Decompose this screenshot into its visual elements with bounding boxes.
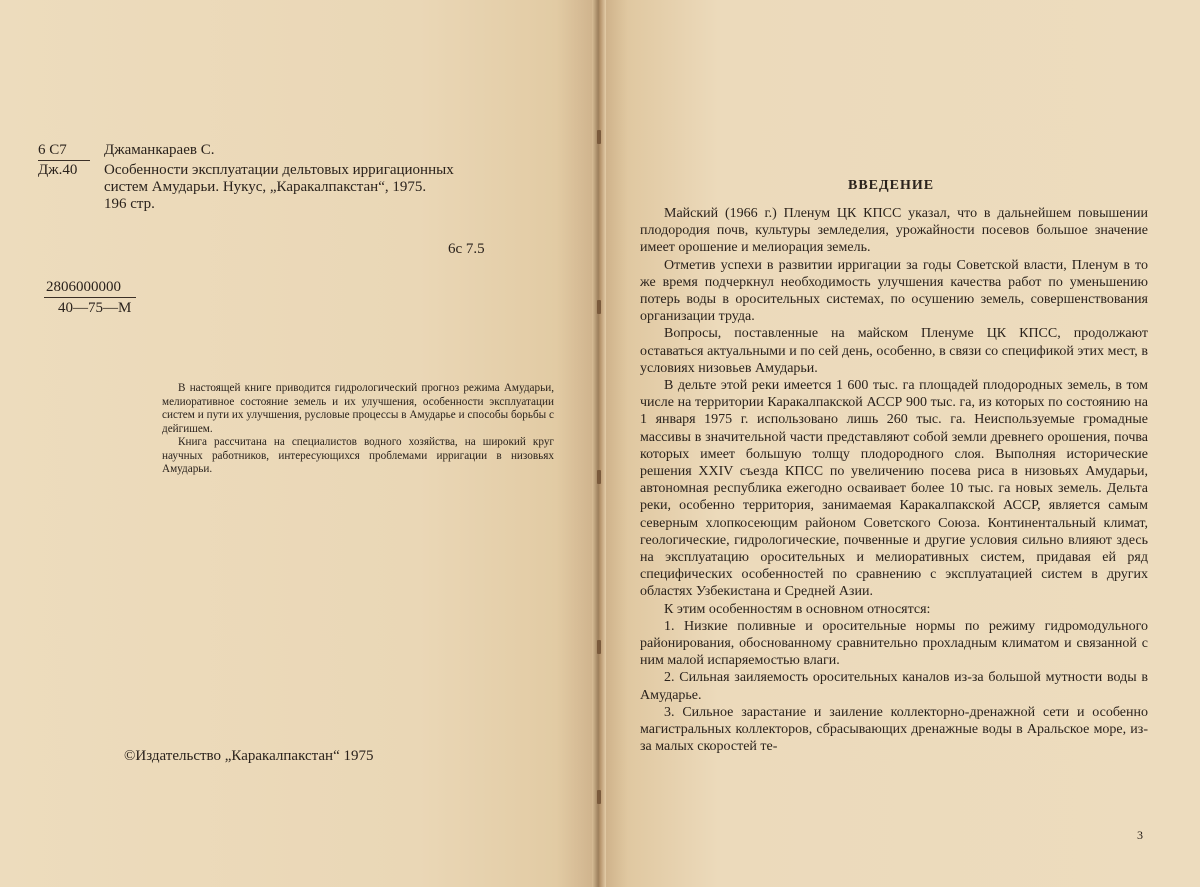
bibliography-line: Особенности эксплуатации дельтовых ирригационных bbox=[104, 162, 454, 178]
copyright-line: ©Издательство „Каракалпакстан“ 1975 bbox=[124, 748, 374, 764]
page-number: 3 bbox=[1137, 828, 1143, 842]
bibliography-line: систем Амударьи. Нукус, „Каракалпакстан“, 1975. bbox=[104, 179, 427, 195]
introduction-text bbox=[640, 205, 1148, 756]
classification-index-bottom: Дж.40 bbox=[38, 162, 78, 178]
binding-stitch bbox=[597, 640, 601, 654]
classification-rule bbox=[38, 160, 90, 161]
catalog-code-bottom: 40—75—М bbox=[58, 300, 132, 316]
bbk-index: 6с 7.5 bbox=[448, 241, 485, 257]
binding-stitch bbox=[597, 790, 601, 804]
binding-stitch bbox=[597, 130, 601, 144]
body-paragraph: 3. Сильное зарастание и заиление коллекторно-дренажной сети и особенно магистральных коллекторов, сбрасывающих дренажные воды в Аральское море, из-за малых скоростей те- bbox=[640, 704, 1148, 755]
body-paragraph: В дельте этой реки имеется 1 600 тыс. га площадей плодородных земель, в том числе на территории Каракалпакской АССР 900 тыс. га, из которых по состоянию на 1 января 1975 г. использовано лишь 260 тыс. га. Неиспользуемые громадные массивы в значительной части представляют собой земли древнего орошения, почва которых имеет большую толщу плодородного слоя. Выполняя исторические решения XXIV съезда КПСС по увеличению посева риса в низовьях Амударьи, автономная республика ежегодно осваивает более 10 тыс. га новых земель. Дельта реки, особенно территория, занимаемая Каракалпакской АССР, является самым северным хлопкосеющим районом Советского Союза. Континентальный климат, геологические, гидрологические, почвенные и другие условия сильно влияют здесь на эксплуатацию оросительных и мелиоративных систем, придавая ей ряд специфических особенностей по сравнению с эксплуатацией систем в других областях Узбекистана и Средней Азии. bbox=[640, 378, 1148, 600]
catalog-code-rule bbox=[44, 297, 136, 298]
binding-stitch bbox=[597, 300, 601, 314]
body-paragraph: Отметив успехи в развитии ирригации за годы Советской власти, Пленум в то же время подчеркнул необходимость улучшения качества работ по уменьшению потерь воды в оросительных системах, по осушению земель, совершенствования организации труда. bbox=[640, 257, 1148, 325]
binding-stitch bbox=[597, 470, 601, 484]
body-paragraph: К этим особенностям в основном относятся: bbox=[664, 601, 931, 617]
annotation-paragraph: Книга рассчитана на специалистов водного хозяйства, на широкий круг научных работников, интересующихся проблемами ирригации в низовьях Амударьи. bbox=[162, 436, 554, 475]
body-paragraph: 1. Низкие поливные и оросительные нормы по режиму гидромодульного районирования, обоснованному сравнительно прохладным климатом и связанной с ним малой испаряемостью влаги. bbox=[640, 618, 1148, 669]
body-paragraph: Вопросы, поставленные на майском Пленуме ЦК КПСС, продолжают оставаться актуальными и по сей день, особенно, в связи со спецификой этих мест, в условиях низовьев Амударьи. bbox=[640, 326, 1148, 376]
catalog-code-top: 2806000000 bbox=[46, 279, 121, 295]
book-annotation bbox=[162, 382, 554, 477]
body-paragraph: Майский (1966 г.) Пленум ЦК КПСС указал, что в дальнейшем повышении плодородия почв, культуры земледелия, урожайности посевов большое значение имеет орошение и мелиорация земель. bbox=[640, 206, 1148, 256]
body-paragraph: 2. Сильная заиляемость оросительных каналов из-за большой мутности воды в Амударье. bbox=[640, 670, 1148, 703]
chapter-title: ВВЕДЕНИЕ bbox=[848, 178, 935, 193]
classification-index-top: 6 С7 bbox=[38, 142, 67, 158]
author-name: Джаманкараев С. bbox=[104, 142, 215, 158]
annotation-paragraph: В настоящей книге приводится гидрологический прогноз режима Амударьи, мелиоративное состояние земель и их улучшения, особенности эксплуатации систем и пути их улучшения, русловые процессы в Амударье и способы борьбы с дейгишем. bbox=[162, 382, 554, 435]
bibliography-line: 196 стр. bbox=[104, 196, 155, 212]
